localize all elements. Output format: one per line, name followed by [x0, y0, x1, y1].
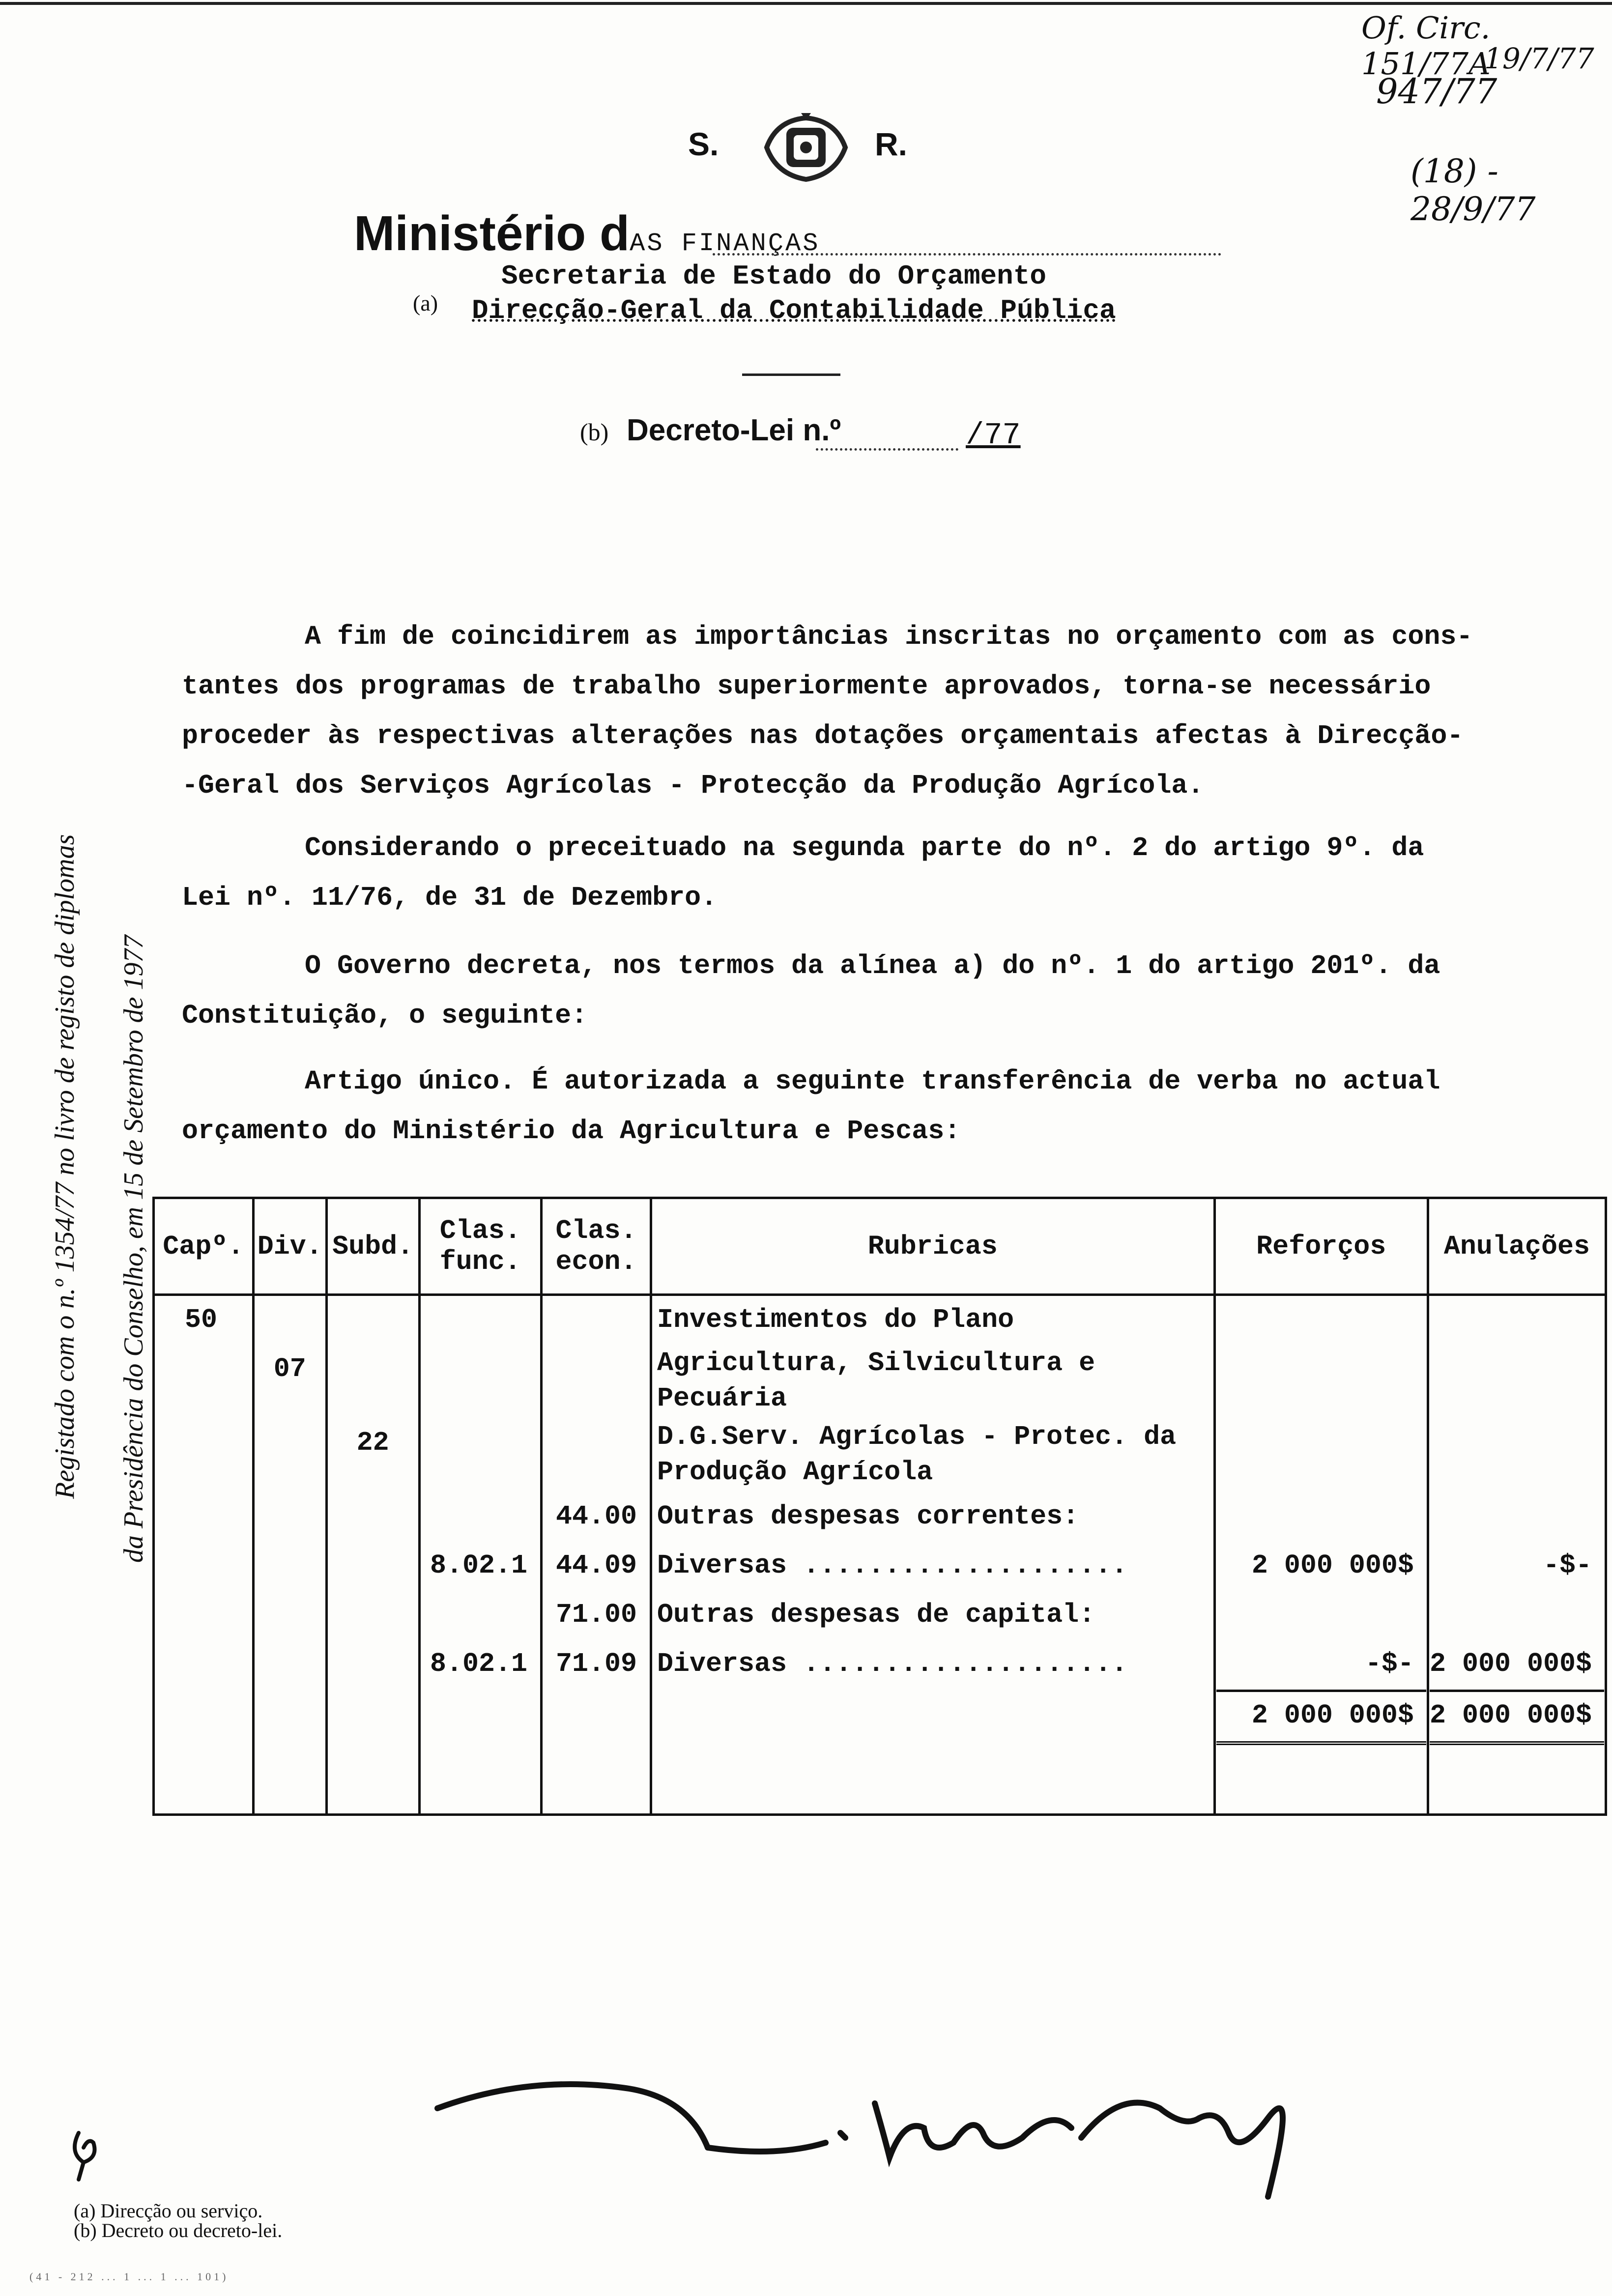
col-header-clas-func: Clas. func. [419, 1198, 542, 1295]
cap-value: 50 [185, 1304, 218, 1335]
decreto-number: /77 [966, 418, 1021, 453]
anulacao-total: 2 000 000$ [1430, 1690, 1604, 1745]
col-header-div: Div. [253, 1198, 326, 1295]
col-header-rubricas: Rubricas [651, 1198, 1215, 1295]
considerando-line: Considerando o preceituado na segunda parte do nº. 2 do artigo 9º. da [305, 832, 1424, 863]
decreto-label: Decreto-Lei n.º [627, 413, 841, 447]
col-header-cap: Capº. [154, 1198, 254, 1295]
direccao-line: Direcção-Geral da Contabilidade Pública [472, 295, 1116, 326]
reforco-total: 2 000 000$ [1216, 1690, 1426, 1745]
ministry-dotted-line [713, 253, 1221, 256]
anulacao-value: 2 000 000$ [1429, 1648, 1592, 1679]
preamble-line: proceder às respectivas alterações nas dotações orçamentais afectas à Direcção- [182, 720, 1464, 751]
rubrica-text: Outras despesas de capital: [657, 1599, 1095, 1630]
paragraph-preamble [182, 612, 1472, 810]
div-cell [253, 1295, 326, 1815]
clas-econ-value: 71.00 [555, 1599, 637, 1630]
paragraph-artigo-unico [182, 1057, 1440, 1156]
subd-value: 22 [356, 1427, 389, 1458]
handwritten-date: 19/7/77 [1484, 42, 1594, 75]
paragraph-governo [182, 941, 1440, 1040]
subd-cell [326, 1295, 419, 1815]
registry-stamp-line-2: da Presidência do Conselho, em 15 de Setembro de 1977 [118, 935, 149, 1563]
rubrica-text: Outras despesas correntes: [657, 1501, 1079, 1532]
clas-econ-value: 44.00 [555, 1501, 637, 1532]
artigo-line: Artigo único. É autorizada a seguinte transferência de verba no actual [305, 1066, 1440, 1097]
clas-econ-value: 44.09 [555, 1550, 637, 1581]
anulacoes-cell [1428, 1295, 1606, 1815]
clas-func-value: 8.02.1 [430, 1648, 528, 1679]
registry-stamp-line-1: Registado com o n.º 1354/77 no livro de registo de diplomas [50, 834, 80, 1499]
rubrica-text: Agricultura, Silvicultura e Pecuária [657, 1348, 1095, 1414]
rubrica-text: Diversas .................... [657, 1648, 1128, 1679]
clas-func-cell [419, 1295, 542, 1815]
ministry-title-typed: AS FINANÇAS [630, 229, 820, 258]
reforco-value: -$- [1365, 1648, 1414, 1679]
print-reference: (41 - 212 ... 1 ... 1 ... 101) [29, 2270, 229, 2283]
footnote-a: (a) Direcção ou serviço. [74, 2200, 263, 2222]
rubrica-text: Diversas .................... [657, 1550, 1128, 1581]
table-header-row [154, 1198, 1606, 1295]
artigo-line: orçamento do Ministério da Agricultura e Pescas: [182, 1116, 961, 1147]
decreto-dotted-line [816, 448, 958, 451]
signature-icon [432, 2059, 1317, 2202]
col-header-clas-econ: Clas. econ. [542, 1198, 651, 1295]
paragraph-considerando [182, 823, 1424, 922]
handwritten-reference: Of. Circ. 151/77A [1361, 10, 1491, 82]
clas-func-value: 8.02.1 [430, 1550, 528, 1581]
handwritten-number: 947/77 [1376, 71, 1497, 112]
reforco-value: 2 000 000$ [1251, 1550, 1414, 1581]
governo-line: O Governo decreta, nos termos da alínea a) do nº. 1 do artigo 201º. da [305, 950, 1440, 981]
considerando-line: Lei nº. 11/76, de 31 de Dezembro. [182, 882, 718, 913]
footnote-marker-b: (b) [580, 418, 609, 446]
div-value: 07 [273, 1353, 306, 1384]
coat-of-arms-icon [757, 111, 855, 184]
col-header-reforcos: Reforços [1214, 1198, 1428, 1295]
sr-left: S. [688, 126, 719, 162]
clas-econ-cell [542, 1295, 651, 1815]
anulacao-value: -$- [1543, 1550, 1592, 1581]
clas-econ-value: 71.09 [555, 1648, 637, 1679]
table-row [154, 1295, 1606, 1815]
rubrica-text: D.G.Serv. Agrícolas - Protec. da Produção Agrícola [657, 1421, 1177, 1488]
reforcos-cell [1214, 1295, 1428, 1815]
col-header-anulacoes: Anulações [1428, 1198, 1606, 1295]
page-top-rule [0, 2, 1612, 5]
header-ornament-rule [742, 373, 840, 376]
preamble-line: tantes dos programas de trabalho superiormente aprovados, torna-se necessário [182, 671, 1431, 702]
footnote-b: (b) Decreto ou decreto-lei. [74, 2219, 283, 2241]
sr-right: R. [875, 126, 907, 162]
handwritten-entry: (18) - 28/9/77 [1410, 152, 1536, 228]
budget-transfer-table [152, 1197, 1607, 1816]
ministry-title-main: Ministério d [354, 206, 630, 261]
preamble-line: A fim de coincidirem as importâncias inscritas no orçamento com as cons- [305, 621, 1473, 652]
cap-cell [154, 1295, 254, 1815]
col-header-subd: Subd. [326, 1198, 419, 1295]
governo-line: Constituição, o seguinte: [182, 1000, 588, 1031]
initials-icon [59, 2123, 118, 2182]
secretaria-line: Secretaria de Estado do Orçamento [501, 260, 1046, 292]
preamble-line: -Geral dos Serviços Agrícolas - Protecção da Produção Agrícola. [182, 770, 1204, 801]
rubrica-text: Investimentos do Plano [657, 1304, 1014, 1335]
footnote-marker-a: (a) [413, 290, 438, 316]
rubricas-cell [651, 1295, 1215, 1815]
